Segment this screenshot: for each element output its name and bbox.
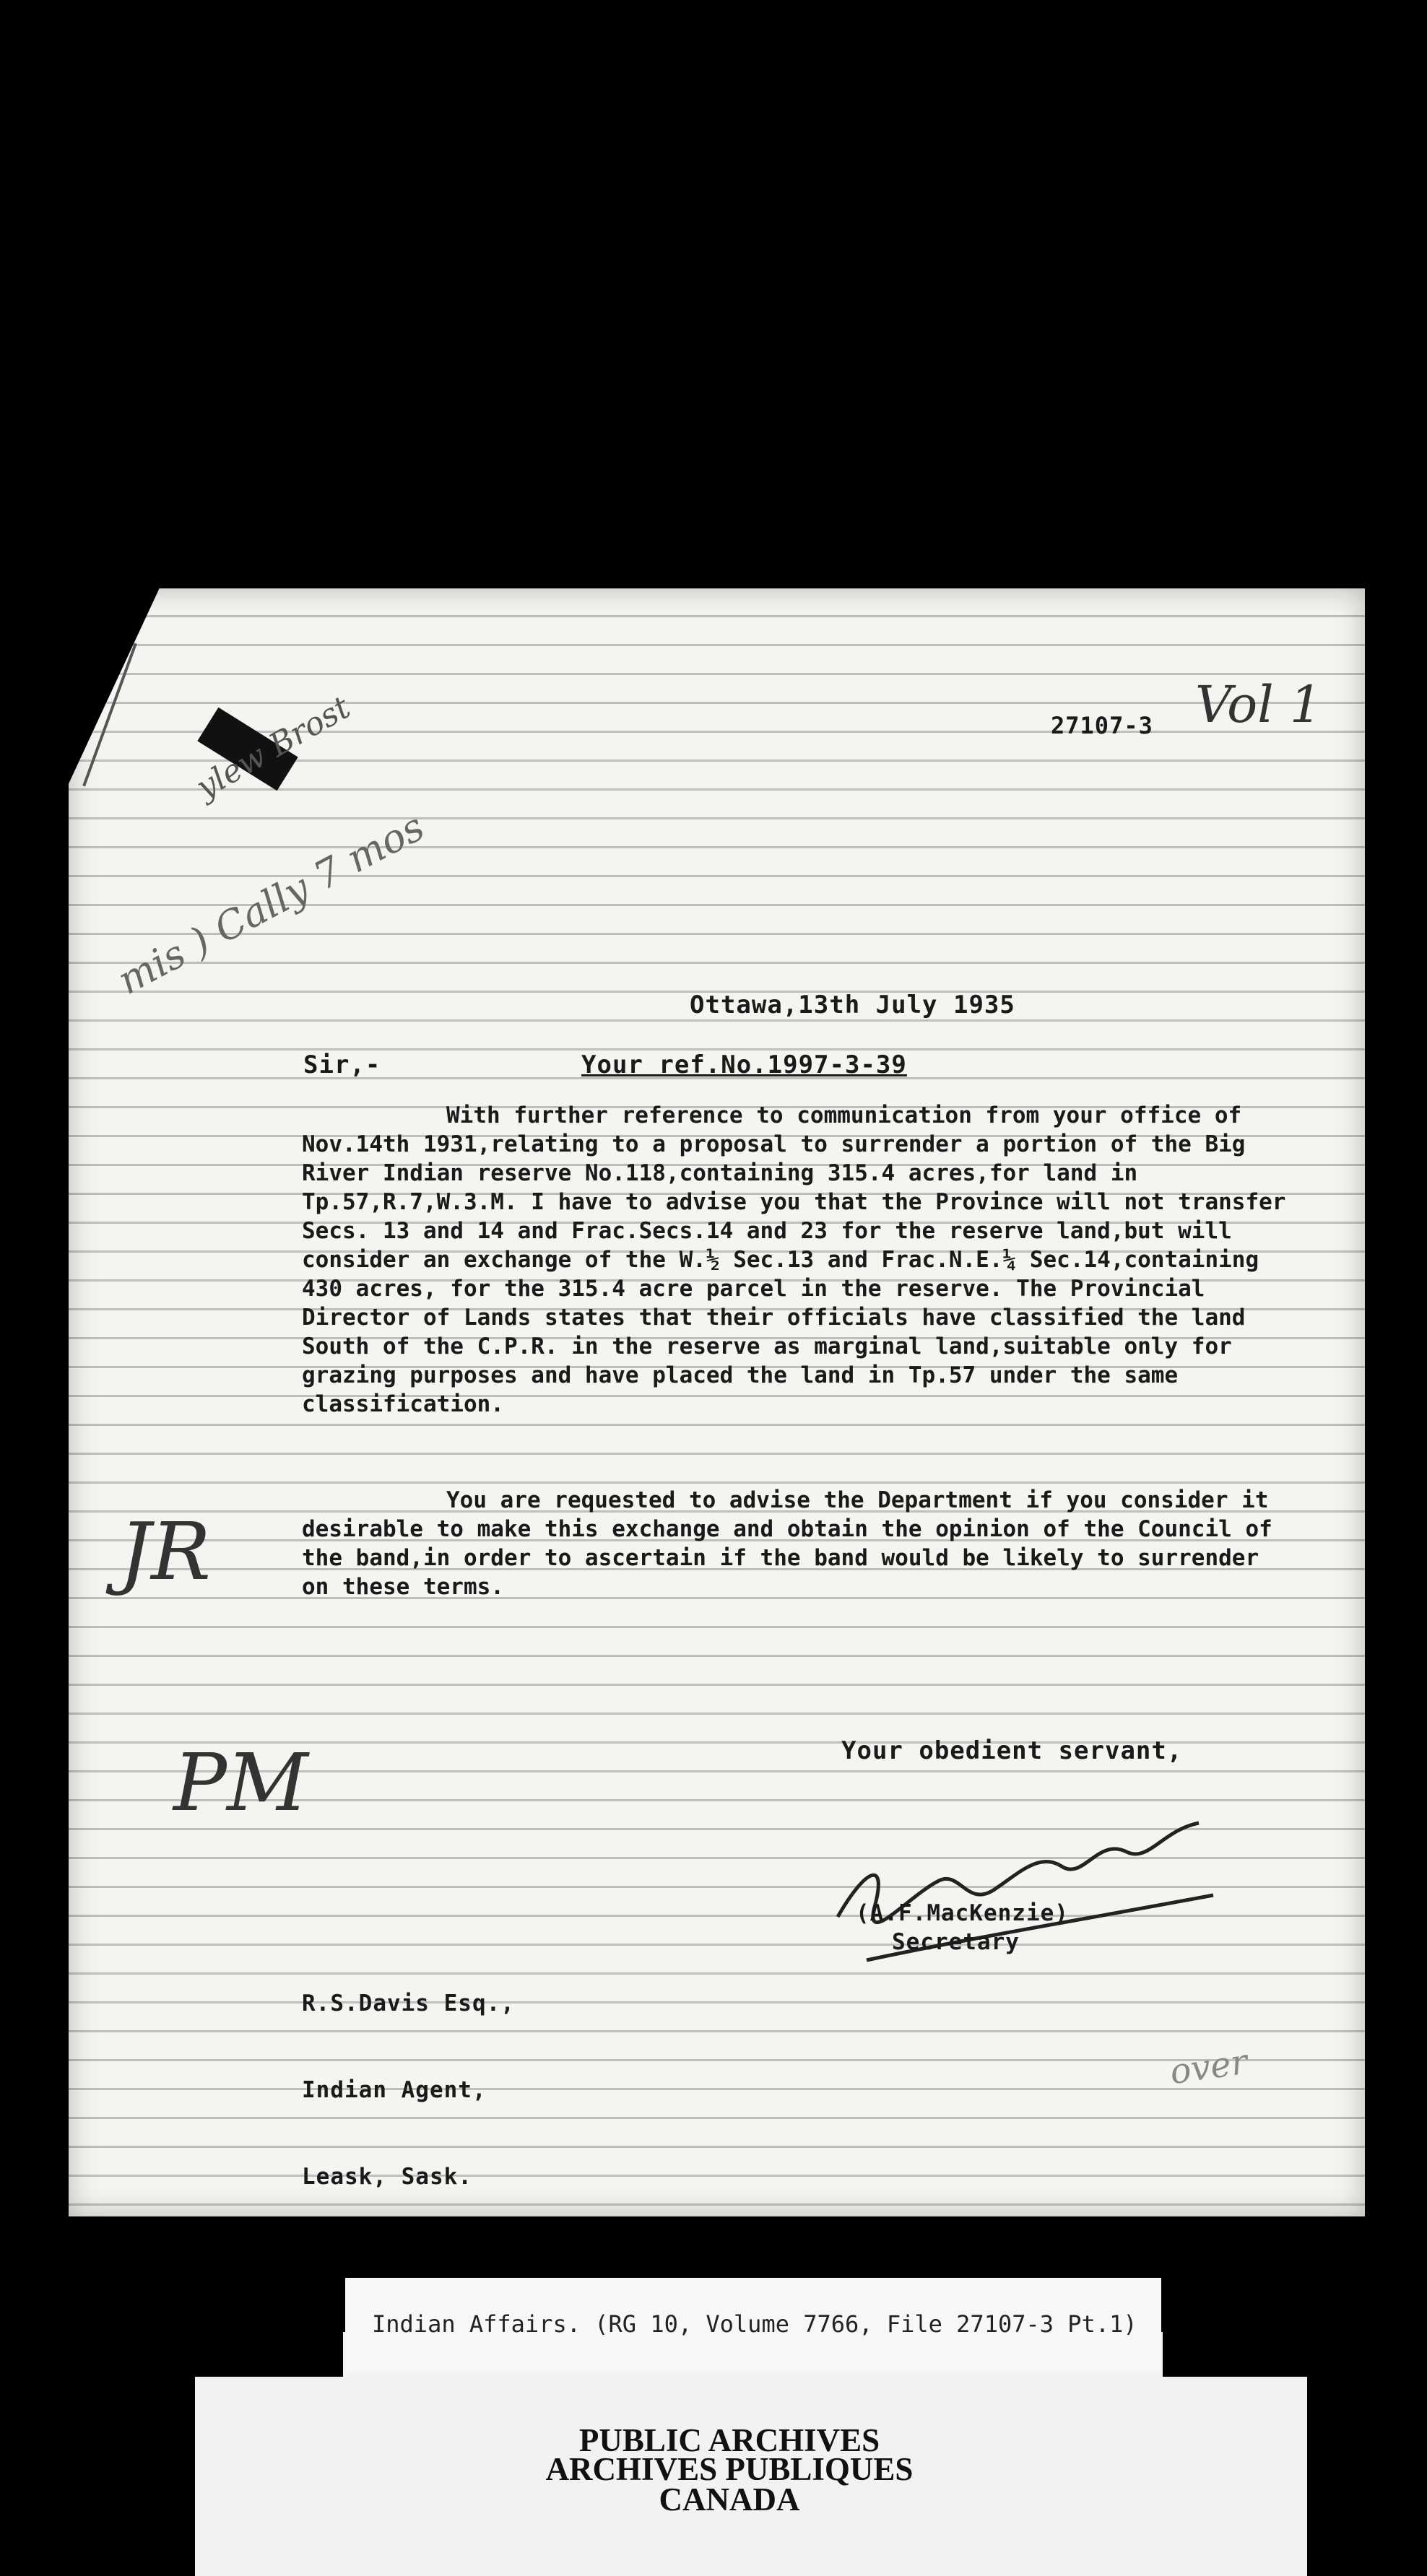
archive-card-notch <box>195 2332 343 2377</box>
file-reference: 27107-3 <box>1051 712 1153 739</box>
letter-paragraph-1: With further reference to communication from your office of Nov.14th 1931,relating to a proposal to surrender a portion of the Big River Indian reserve No.118,containing 315.4 acres,for land in Tp.57,R.7,W.3.M. I have to advise you that the Province will not transfer Secs. 13 and 14 and Frac.Secs.14 and 23 for the reserve land,but will consider an exchange of the W.½ Sec.13 and Frac.N.E.¼ Sec.14,containing 430 acres, for the 315.4 acre parcel in the reserve. The Provincial Director of Lands states that their officials have classified the land South of the C.P.R. in the reserve as marginal land,suitable only for grazing purposes and have placed the land in Tp.57 under the same classification. <box>302 1102 1286 1417</box>
initials-left: JR <box>119 1505 211 1598</box>
margin-scrawl-upper: ylew Brost <box>190 689 357 806</box>
your-reference: Your ref.No.1997-3-39 <box>581 1050 907 1079</box>
signatory-title: Secretary <box>892 1929 1020 1955</box>
address-line: Indian Agent, <box>302 2077 487 2103</box>
recipient-address <box>302 1931 515 2220</box>
archive-card-notch <box>1163 2332 1307 2377</box>
file-volume-note: Vol 1 <box>1195 675 1322 734</box>
letter-paragraph-2: You are requested to advise the Department if you consider it desirable to make this exchange and obtain the opinion of the Council of the band,in order to ascertain if the band would be likely to surrender on these terms. <box>302 1487 1272 1600</box>
source-citation: Indian Affairs. (RG 10, Volume 7766, File 27107-3 Pt.1) <box>372 2310 1137 2338</box>
margin-scrawl: mis ) Cally 7 mos <box>110 804 432 1004</box>
archive-name-line: ARCHIVES PUBLIQUES <box>545 2451 914 2487</box>
archive-name-line: CANADA <box>659 2481 800 2518</box>
address-line: R.S.Davis Esq., <box>302 1990 515 2016</box>
date-line: Ottawa,13th July 1935 <box>690 991 1015 1019</box>
over-note: over <box>1167 2041 1250 2093</box>
signatory-name: (A.F.MacKenzie) <box>856 1900 1069 1926</box>
closing-line: Your obedient servant, <box>841 1736 1183 1765</box>
address-line: Leask, Sask. <box>302 2164 472 2190</box>
salutation: Sir,- <box>303 1050 381 1079</box>
archive-name-line: PUBLIC ARCHIVES <box>578 2422 880 2458</box>
initials-lower: PM <box>173 1736 308 1829</box>
